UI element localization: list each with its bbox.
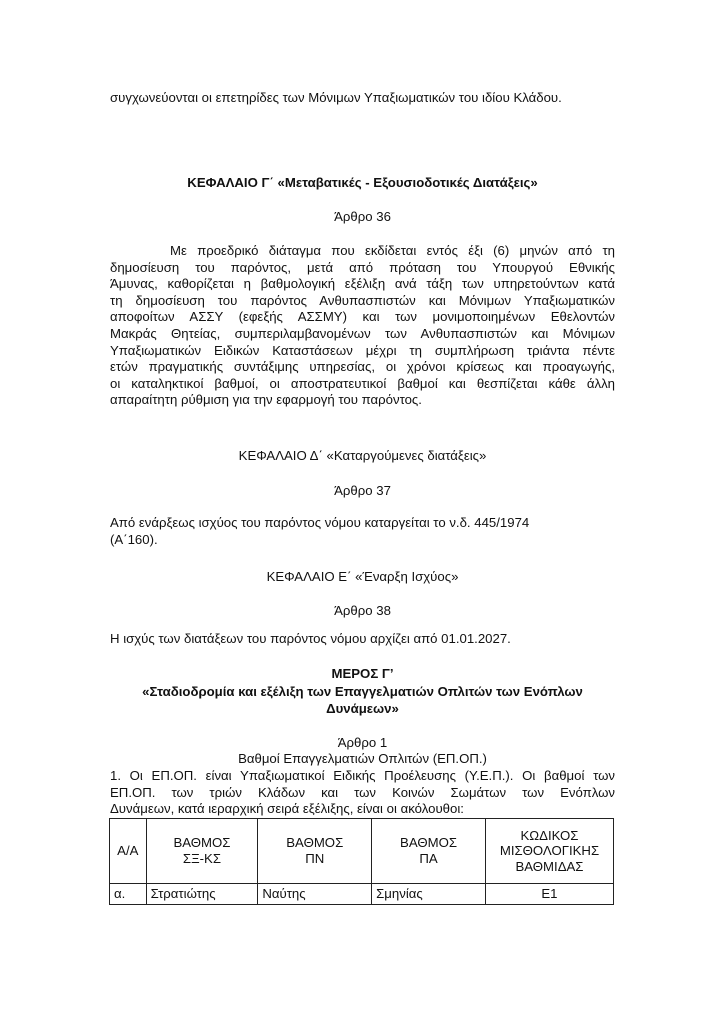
- paragraph-line: Από ενάρξεως ισχύος του παρόντος νόμου καταργείται το ν.δ. 445/1974: [110, 515, 530, 530]
- paragraph-line: απαραίτητη ρύθμιση για την εφαρμογή του παρόντος.: [110, 392, 422, 408]
- article-38-heading: Άρθρο 38: [334, 603, 391, 618]
- paragraph-line: δημοσίευση του παρόντος, μετά από πρόταση του Υπουργού Εθνικής: [110, 259, 615, 275]
- intro-line: συγχωνεύονται οι επετηρίδες των Μόνιμων Υπαξιωματικών του ιδίου Κλάδου.: [110, 90, 562, 105]
- article-37-heading: Άρθρο 37: [334, 483, 391, 498]
- header-aa: Α/Α: [110, 819, 147, 884]
- paragraph-line: Μακράς Θητείας, συμπεριλαμβανομένων των Ανθυπασπιστών και Μόνιμων: [110, 325, 615, 341]
- article-37-body: [110, 515, 615, 548]
- paragraph-line: 1. Οι ΕΠ.ΟΠ. είναι Υπαξιωματικοί Ειδικής Προέλευσης (Υ.Ε.Π.). Οι βαθμοί των: [110, 768, 615, 783]
- header-grade-navy: ΒΑΘΜΟΣ ΠΝ: [258, 819, 372, 884]
- chapter-e-title: ΚΕΦΑΛΑΙΟ Ε΄ «Έναρξη Ισχύος»: [266, 569, 459, 584]
- article-36-heading: Άρθρο 36: [334, 209, 391, 224]
- cell-pay-code: Ε1: [485, 884, 613, 905]
- grades-table: [109, 818, 614, 905]
- table-row: [110, 884, 614, 905]
- paragraph-line: (Α΄160).: [110, 531, 158, 547]
- table-header-row: [110, 819, 614, 884]
- subtitle-line: «Σταδιοδρομία και εξέλιξη των Επαγγελματιών Οπλιτών των Ενόπλων: [142, 684, 583, 699]
- paragraph-line: οι καταληκτικοί βαθμοί, οι αποστρατευτικοί βαθμοί και θεσπίζεται κάθε άλλη: [110, 375, 615, 391]
- header-grade-airforce: ΒΑΘΜΟΣ ΠΑ: [372, 819, 486, 884]
- cell-aa: α.: [110, 884, 147, 905]
- cell-grade-airforce: Σμηνίας: [372, 884, 486, 905]
- paragraph-line: Υπαξιωματικών Ειδικών Καταστάσεων μέχρι τη συμπλήρωση τριάντα πέντε: [110, 342, 615, 358]
- paragraph-line: αποφοίτων ΑΣΣΥ (εφεξής ΑΣΣΜΥ) και των μονιμοποιημένων Εθελοντών: [110, 309, 615, 325]
- article-1-heading: Άρθρο 1: [337, 735, 388, 750]
- header-grade-army: ΒΑΘΜΟΣ ΣΞ-ΚΣ: [146, 819, 258, 884]
- chapter-d-title: ΚΕΦΑΛΑΙΟ Δ΄ «Καταργούμενες διατάξεις»: [238, 448, 487, 463]
- cell-grade-army: Στρατιώτης: [146, 884, 258, 905]
- paragraph-line: Άμυνας, καθορίζεται η βαθμολογική εξέλιξη ανά τάξη των υπηρετούντων κατά: [110, 276, 615, 292]
- subtitle-line: Δυνάμεων»: [326, 700, 399, 716]
- paragraph-line: ετών πραγματικής συντάξιμης υπηρεσίας, οι χρόνοι κρίσεως και προαγωγής,: [110, 359, 615, 375]
- paragraph-line: τη δημοσίευση του παρόντος Ανθυπασπιστών και Μόνιμων Υπαξιωματικών: [110, 292, 615, 308]
- chapter-g-title: ΚΕΦΑΛΑΙΟ Γ΄ «Μεταβατικές - Εξουσιοδοτικές Διατάξεις»: [187, 175, 538, 190]
- cell-grade-navy: Ναύτης: [258, 884, 372, 905]
- part-g-subtitle: [110, 684, 615, 717]
- article-1-body: [110, 768, 615, 818]
- article-1-title: Βαθμοί Επαγγελματιών Οπλιτών (ΕΠ.ΟΠ.): [238, 751, 487, 766]
- paragraph-line: ΕΠ.ΟΠ. των τριών Κλάδων και των Κοινών Σωμάτων των Ενόπλων: [110, 784, 615, 800]
- header-pay-code: ΚΩΔΙΚΟΣ ΜΙΣΘΟΛΟΓΙΚΗΣ ΒΑΘΜΙΔΑΣ: [485, 819, 613, 884]
- paragraph-line: Με προεδρικό διάταγμα που εκδίδεται εντός έξι (6) μηνών από τη: [170, 243, 615, 258]
- article-36-body: [110, 243, 615, 409]
- paragraph-line: Δυνάμεων, κατά ιεραρχική σειρά εξέλιξης, είναι οι ακόλουθοι:: [110, 801, 464, 817]
- part-g-title: ΜΕΡΟΣ Γ’: [331, 666, 394, 681]
- article-38-body: Η ισχύς των διατάξεων του παρόντος νόμου αρχίζει από 01.01.2027.: [110, 631, 511, 646]
